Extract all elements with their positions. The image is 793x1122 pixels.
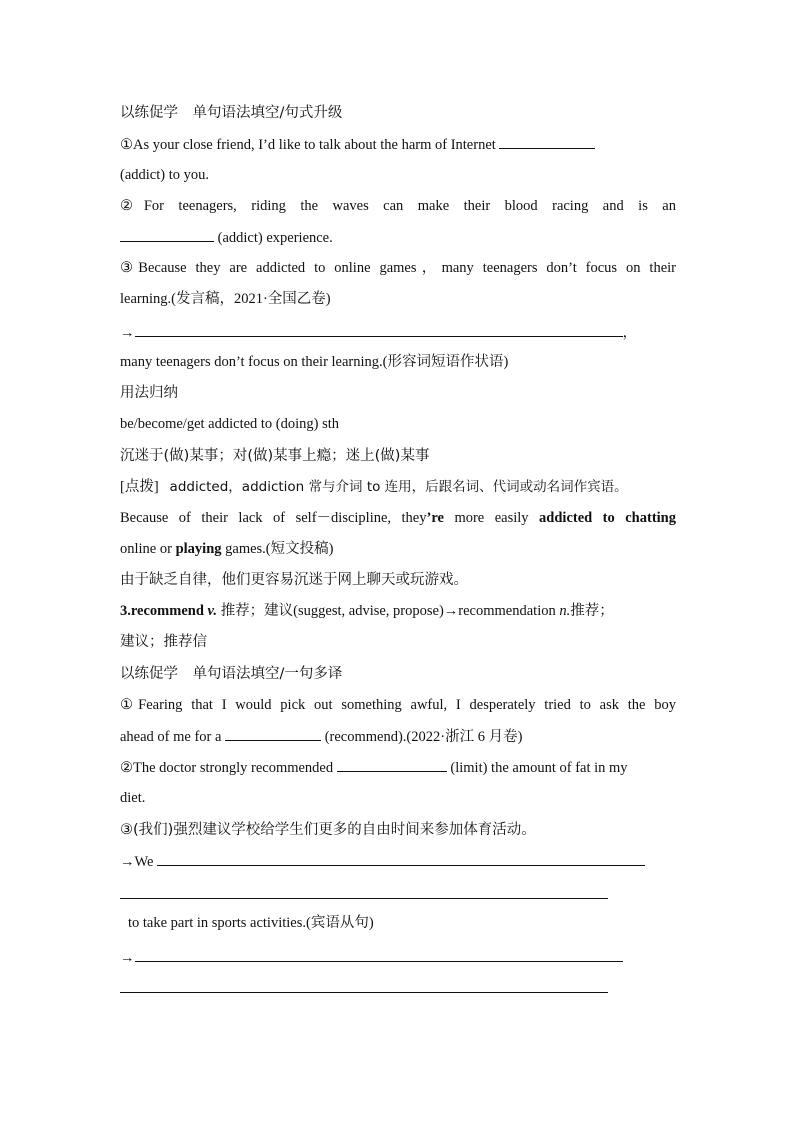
s2-q2-text: (limit) the amount of fat in my (450, 760, 628, 776)
q2-blank[interactable] (120, 227, 214, 242)
tip-label: [点拨] (120, 479, 159, 495)
example-bold: addicted to chatting (539, 510, 676, 526)
example-translation: 由于缺乏自律，他们更容易沉迷于网上聊天或玩游戏。 (120, 572, 468, 588)
q3-blank[interactable] (135, 322, 623, 337)
usage-tip (120, 477, 676, 497)
s2-q3-blank-1[interactable] (157, 851, 645, 866)
definition: 推荐；建议(suggest, advise, propose)→recommendation (220, 603, 556, 619)
example-text: games.(短文投稿) (221, 541, 334, 557)
s2-q3-blank-3[interactable] (135, 947, 623, 962)
definition-2: 推荐； (570, 603, 614, 619)
example-text: online or (120, 541, 176, 557)
q1-blank[interactable] (499, 134, 595, 149)
q3-line-1: ③Because they are addicted to online games，many teenagers don’t focus on their (120, 260, 676, 276)
word3-entry-line-2: 建议；推荐信 (120, 634, 207, 650)
s2-q3-blank-2[interactable] (120, 898, 608, 899)
example-line-1 (120, 508, 676, 528)
q1-line-2: (addict) to you. (120, 167, 209, 183)
q1-line-1 (120, 134, 676, 155)
section-heading-1: 以练促学 单句语法填空/句式升级 (120, 105, 343, 121)
usage-heading: 用法归纳 (120, 385, 178, 401)
word3-entry (120, 601, 676, 621)
usage-pattern: be/become/get addicted to (doing) sth (120, 416, 340, 432)
s2-q3-blank-4[interactable] (120, 992, 608, 993)
example-text: Because of their lack of self－discipline, they (120, 510, 427, 526)
q2-line-2 (120, 227, 676, 248)
we-prefix: →We (120, 854, 154, 870)
q3-line-2: learning.(发言稿，2021·全国乙卷) (120, 291, 331, 307)
s2-q3-prompt: ③(我们)强烈建议学校给学生们更多的自由时间来参加体育活动。 (120, 822, 536, 838)
headword: recommend (130, 603, 204, 619)
s2-q2-line-1 (120, 757, 676, 778)
usage-meaning: 沉迷于(做)某事；对(做)某事上瘾；迷上(做)某事 (120, 448, 430, 464)
part-of-speech-2: n. (559, 603, 571, 619)
part-of-speech: v. (207, 603, 218, 619)
q2-line-1: ②For teenagers, riding the waves can make their blood racing and is an (120, 198, 676, 214)
q1-text: ①As your close friend, I’d like to talk about the harm of Internet (120, 137, 496, 153)
s2-q3-answer-2 (120, 947, 676, 968)
q3-answer-line (120, 322, 676, 343)
q2-text: (addict) experience. (217, 230, 333, 246)
s2-q1-blank[interactable] (225, 726, 321, 741)
comma: ， (622, 325, 637, 341)
tip-text: addicted，addiction 常与介词 to 连用，后跟名词、代词或动名词作宾语。 (169, 479, 628, 495)
example-line-2 (120, 539, 676, 559)
s2-q1-text: (recommend).(2022·浙江 6 月卷) (324, 729, 523, 745)
example-text: more easily (443, 510, 540, 526)
section-heading-2: 以练促学 单句语法填空/一句多译 (120, 666, 343, 682)
s2-q3-answer-1 (120, 851, 676, 872)
s2-q1-text: ahead of me for a (120, 729, 222, 745)
s2-q2-line-2: diet. (120, 790, 146, 806)
s2-q2-blank[interactable] (337, 757, 447, 772)
s2-q2-text: ②The doctor strongly recommended (120, 760, 334, 776)
s2-q1-line-2 (120, 726, 676, 747)
word-number: 3. (120, 603, 131, 619)
arrow: → (120, 325, 135, 341)
arrow: → (120, 950, 135, 966)
s2-q1-line-1: ①Fearing that I would pick out something awful, I desperately tried to ask the boy (120, 697, 676, 713)
q3-line-3: many teenagers don’t focus on their learning.(形容词短语作状语) (120, 354, 509, 370)
s2-q3-ending: to take part in sports activities.(宾语从句) (128, 915, 374, 931)
example-bold: playing (175, 541, 222, 557)
example-bold: ’re (426, 510, 444, 526)
